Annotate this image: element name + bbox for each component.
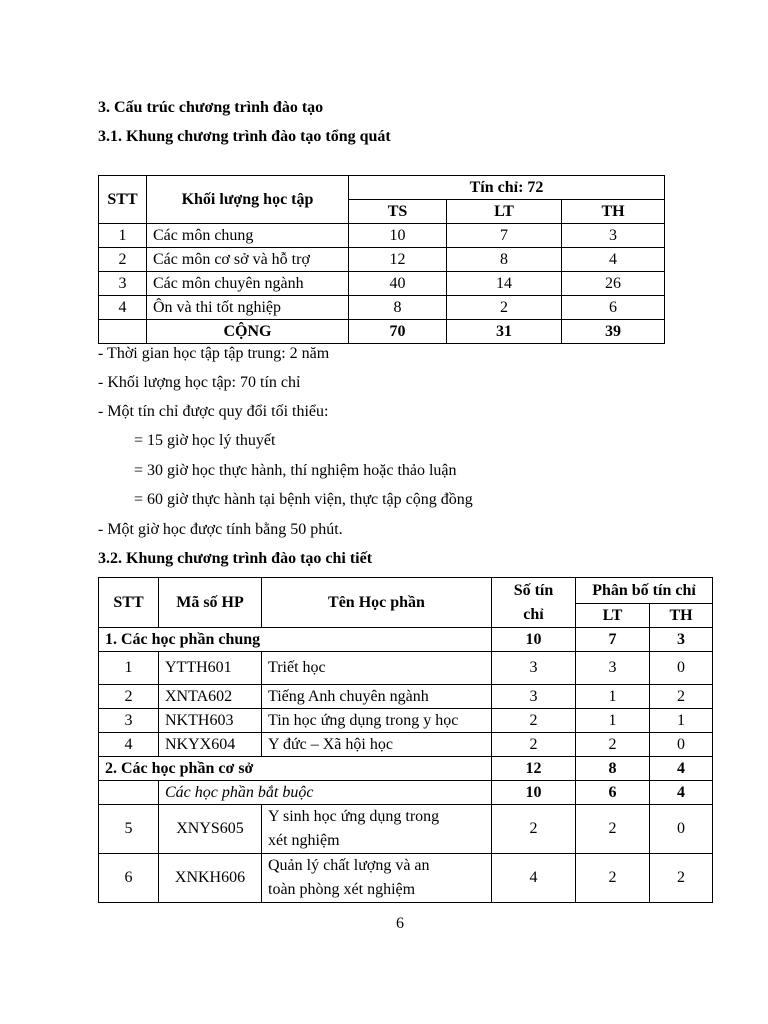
cell-ts: 12 xyxy=(349,248,447,272)
cell-name: Triết học xyxy=(262,652,492,685)
cell-lt: 8 xyxy=(447,248,562,272)
subgroup-lt: 6 xyxy=(576,781,650,805)
cell-ts: 8 xyxy=(349,296,447,320)
cell-ts: 40 xyxy=(349,272,447,296)
group-row xyxy=(99,757,713,781)
group-1-label: 1. Các học phần chung xyxy=(99,628,492,652)
group-2-tc: 12 xyxy=(492,757,576,781)
cell-tc: 3 xyxy=(492,685,576,709)
subgroup-tc: 10 xyxy=(492,781,576,805)
table-credit-summary xyxy=(98,175,665,344)
cell-th: 6 xyxy=(562,296,665,320)
cell-stt-empty xyxy=(99,320,147,344)
cell-th: 0 xyxy=(650,652,713,685)
total-label: CỘNG xyxy=(147,320,349,344)
cell-lt: 1 xyxy=(576,685,650,709)
table-row xyxy=(99,272,665,296)
note-lesson-length: - Một giờ học được tính bằng 50 phút. xyxy=(98,521,343,538)
cell-stt: 6 xyxy=(99,854,159,903)
cell-th: 1 xyxy=(650,709,713,733)
cell-stt: 2 xyxy=(99,685,159,709)
cell-tc: 4 xyxy=(492,854,576,903)
cell-stt: 2 xyxy=(99,248,147,272)
subgroup-label: Các học phần bắt buộc xyxy=(159,781,492,805)
subsection-1-heading: 3.1. Khung chương trình đào tạo tổng quát xyxy=(98,128,391,145)
cell-lt: 2 xyxy=(576,854,650,903)
cell-name: Các môn cơ sở và hỗ trợ xyxy=(147,248,349,272)
cell-name: Y đức – Xã hội học xyxy=(262,733,492,757)
table-row xyxy=(99,248,665,272)
header-lt: LT xyxy=(447,200,562,224)
cell-lt: 2 xyxy=(576,805,650,854)
header-stt: STT xyxy=(99,578,159,628)
subgroup-row xyxy=(99,781,713,805)
cell-ts: 10 xyxy=(349,224,447,248)
cell-tc: 2 xyxy=(492,805,576,854)
cell-name-line1: Quản lý chất lượng và an xyxy=(268,857,430,874)
cell-stt: 1 xyxy=(99,224,147,248)
header-lt: LT xyxy=(576,604,650,628)
cell-stt: 4 xyxy=(99,296,147,320)
cell-lt: 2 xyxy=(576,733,650,757)
cell-stt: 4 xyxy=(99,733,159,757)
header-stt: STT xyxy=(99,176,147,224)
cell-name-line2: toàn phòng xét nghiệm xyxy=(268,881,416,898)
cell-code: NKTH603 xyxy=(159,709,262,733)
cell-name: Tiếng Anh chuyên ngành xyxy=(262,685,492,709)
cell-th: 0 xyxy=(650,733,713,757)
table-course-detail xyxy=(98,577,713,903)
cell-lt: 1 xyxy=(576,709,650,733)
table-total-row xyxy=(99,320,665,344)
note-hospital-hours: = 60 giờ thực hành tại bệnh viện, thực tập cộng đồng xyxy=(134,491,473,508)
header-so-tin-chi-line1: Số tín xyxy=(513,581,554,599)
header-phan-bo: Phân bố tín chỉ xyxy=(576,578,713,604)
total-lt: 31 xyxy=(447,320,562,344)
cell-stt: 3 xyxy=(99,272,147,296)
cell-stt: 5 xyxy=(99,805,159,854)
note-practice-hours: = 30 giờ học thực hành, thí nghiệm hoặc thảo luận xyxy=(134,462,457,479)
header-ten-hoc-phan: Tên Học phần xyxy=(262,578,492,628)
subsection-2-heading: 3.2. Khung chương trình đào tạo chi tiết xyxy=(98,550,373,567)
cell-lt: 7 xyxy=(447,224,562,248)
header-khoi-luong: Khối lượng học tập xyxy=(147,176,349,224)
cell-tc: 2 xyxy=(492,733,576,757)
header-so-tin-chi-line2: chỉ xyxy=(523,605,544,623)
table-row xyxy=(99,296,665,320)
table-row xyxy=(99,224,665,248)
cell-name: Tin học ứng dụng trong y học xyxy=(262,709,492,733)
cell-stt-empty xyxy=(99,781,159,805)
subgroup-th: 4 xyxy=(650,781,713,805)
header-tin-chi: Tín chỉ: 72 xyxy=(349,176,665,200)
group-1-tc: 10 xyxy=(492,628,576,652)
cell-lt: 2 xyxy=(447,296,562,320)
cell-th: 2 xyxy=(650,854,713,903)
cell-stt: 3 xyxy=(99,709,159,733)
section-heading: 3. Cấu trúc chương trình đào tạo xyxy=(98,99,324,116)
table-row xyxy=(99,709,713,733)
note-credit-conversion: - Một tín chỉ được quy đổi tối thiểu: xyxy=(98,403,329,420)
cell-code: XNYS605 xyxy=(159,805,262,854)
cell-lt: 3 xyxy=(576,652,650,685)
cell-th: 2 xyxy=(650,685,713,709)
group-2-th: 4 xyxy=(650,757,713,781)
cell-name: Ôn và thi tốt nghiệp xyxy=(147,296,349,320)
cell-name-line2: xét nghiệm xyxy=(268,832,340,849)
table-row xyxy=(99,805,713,854)
cell-name: Các môn chung xyxy=(147,224,349,248)
cell-tc: 2 xyxy=(492,709,576,733)
note-theory-hours: = 15 giờ học lý thuyết xyxy=(134,432,276,449)
header-so-tin-chi xyxy=(492,578,576,628)
cell-name: Các môn chuyên ngành xyxy=(147,272,349,296)
group-2-label: 2. Các học phần cơ sở xyxy=(99,757,492,781)
cell-lt: 14 xyxy=(447,272,562,296)
table-row xyxy=(99,652,713,685)
cell-code: NKYX604 xyxy=(159,733,262,757)
header-ma-so: Mã số HP xyxy=(159,578,262,628)
total-ts: 70 xyxy=(349,320,447,344)
page-number: 6 xyxy=(396,915,404,932)
header-ts: TS xyxy=(349,200,447,224)
cell-code: YTTH601 xyxy=(159,652,262,685)
header-th: TH xyxy=(650,604,713,628)
cell-name xyxy=(262,854,492,903)
group-1-th: 3 xyxy=(650,628,713,652)
note-duration: - Thời gian học tập tập trung: 2 năm xyxy=(98,345,330,362)
cell-th: 3 xyxy=(562,224,665,248)
table-row xyxy=(99,733,713,757)
cell-name-line1: Y sinh học ứng dụng trong xyxy=(268,808,440,825)
cell-name xyxy=(262,805,492,854)
cell-th: 4 xyxy=(562,248,665,272)
group-row xyxy=(99,628,713,652)
cell-code: XNKH606 xyxy=(159,854,262,903)
table-row xyxy=(99,685,713,709)
note-volume: - Khối lượng học tập: 70 tín chỉ xyxy=(98,374,301,391)
cell-th: 26 xyxy=(562,272,665,296)
header-th: TH xyxy=(562,200,665,224)
cell-tc: 3 xyxy=(492,652,576,685)
cell-th: 0 xyxy=(650,805,713,854)
group-2-lt: 8 xyxy=(576,757,650,781)
table-row xyxy=(99,854,713,903)
cell-code: XNTA602 xyxy=(159,685,262,709)
cell-stt: 1 xyxy=(99,652,159,685)
total-th: 39 xyxy=(562,320,665,344)
group-1-lt: 7 xyxy=(576,628,650,652)
